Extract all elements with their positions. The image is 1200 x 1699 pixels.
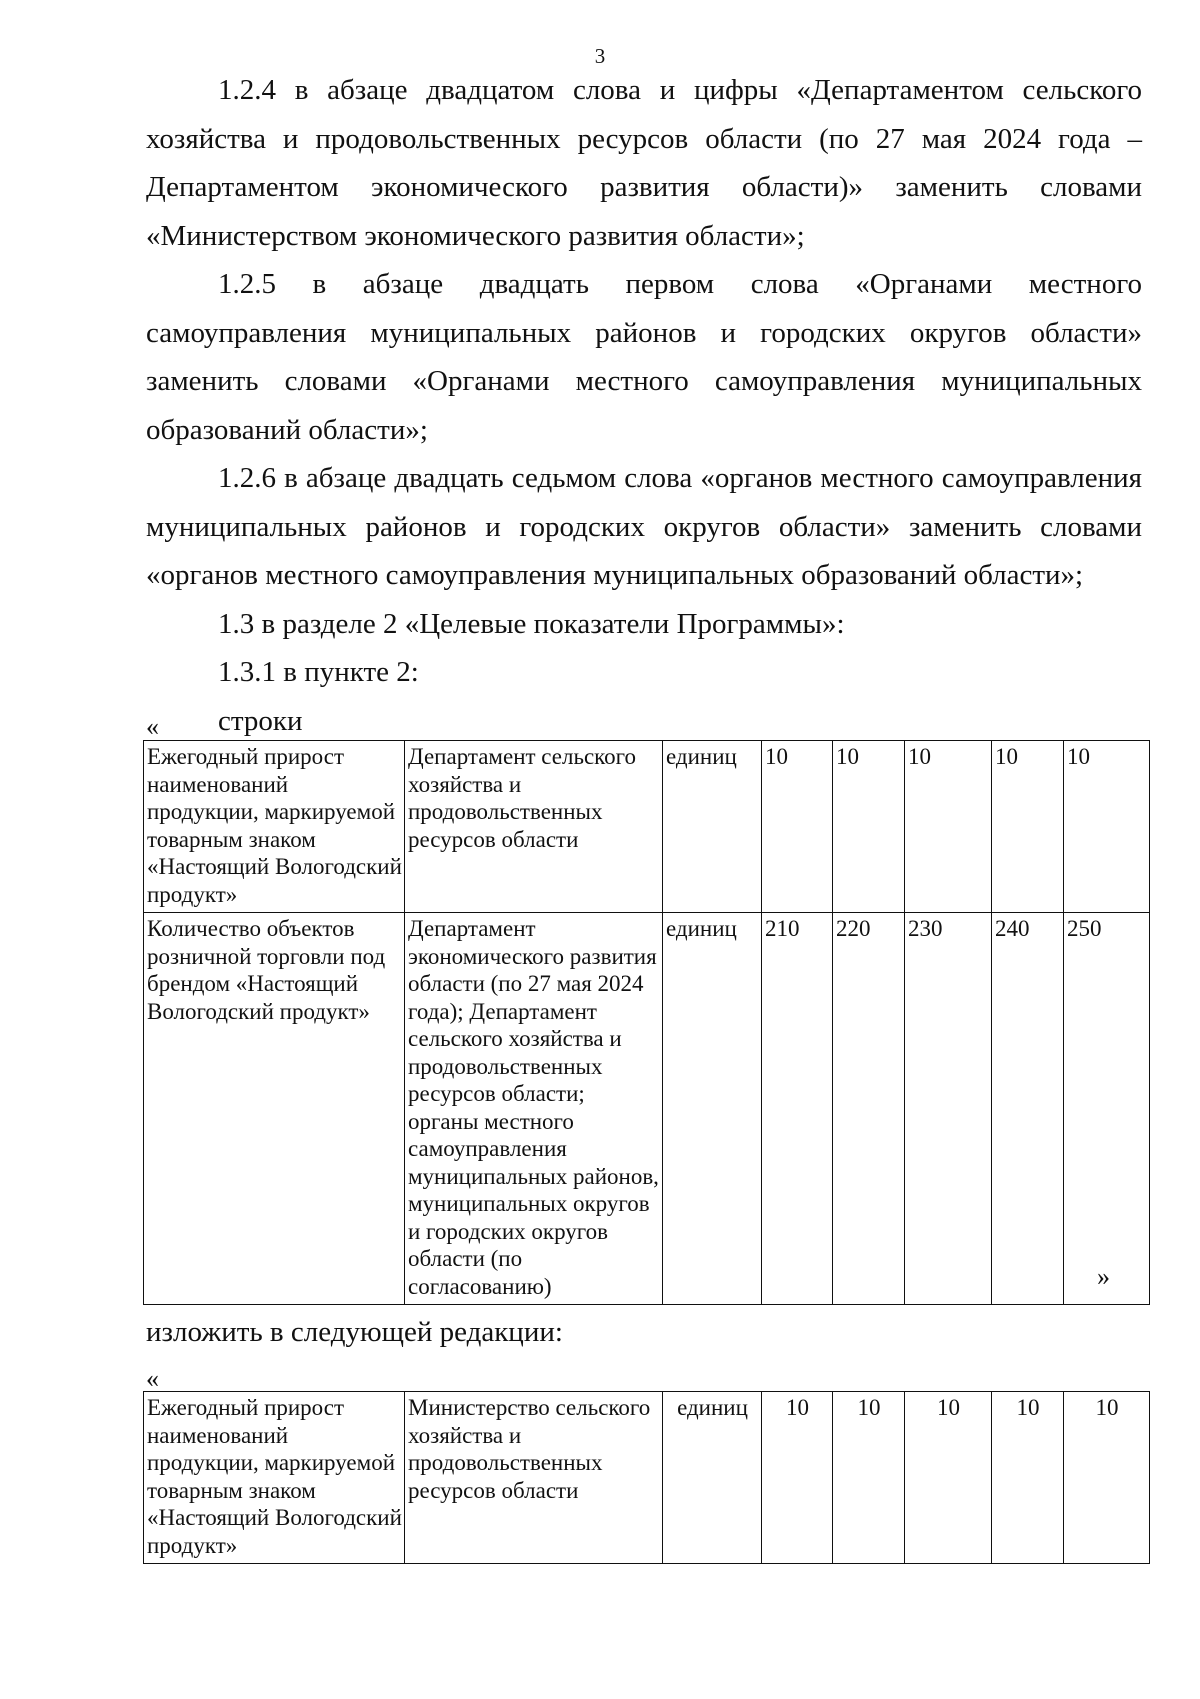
table-row <box>144 1392 1150 1564</box>
indicator-cell: Ежегодный прирост наименований продукции, маркируемой товарным знаком «Настоящий Вологодский продукт» <box>144 741 405 913</box>
value-cell: 220 <box>833 913 905 1305</box>
value-cell: 10 <box>762 741 833 913</box>
value-cell: 250 <box>1064 913 1150 1305</box>
unit-cell: единиц <box>663 1392 762 1564</box>
table-row <box>144 913 1150 1305</box>
responsible-cell: Департамент экономического развития области (по 27 мая 2024 года); Департамент сельского хозяйства и продовольственных ресурсов области; органы местного самоуправления муниципальных районов, муниципальных округов и городских округов области (по согласованию) <box>405 913 663 1305</box>
paragraph-1-3: 1.3 в разделе 2 «Целевые показатели Программы»: <box>218 607 845 640</box>
indicator-cell: Количество объектов розничной торговли под брендом «Настоящий Вологодский продукт» <box>144 913 405 1305</box>
page-number: 3 <box>594 44 606 68</box>
value-cell: 10 <box>762 1392 833 1564</box>
unit-cell: единиц <box>663 741 762 913</box>
value-cell: 10 <box>905 1392 992 1564</box>
value-cell: 10 <box>1064 741 1150 913</box>
unit-cell: единиц <box>663 913 762 1305</box>
responsible-cell: Министерство сельского хозяйства и продовольственных ресурсов области <box>405 1392 663 1564</box>
value-cell: 240 <box>992 913 1064 1305</box>
value-cell: 10 <box>905 741 992 913</box>
paragraph-1-2-5: 1.2.5 в абзаце двадцать первом слова «Органами местного самоуправления муниципальных районов и городских округов области» заменить словами «Органами местного самоуправления муниципальных образований области»; <box>146 268 1142 446</box>
value-cell: 210 <box>762 913 833 1305</box>
value-cell: 10 <box>833 741 905 913</box>
quote-open-old: « <box>146 712 159 741</box>
paragraph-1-2-6: 1.2.6 в абзаце двадцать седьмом слова «органов местного самоуправления муниципальных районов и городских округов области» заменить словами «органов местного самоуправления муниципальных образований области»; <box>146 462 1142 591</box>
paragraph-1-3-1: 1.3.1 в пункте 2: <box>218 656 419 688</box>
table-row <box>144 741 1150 913</box>
quote-close-old: » <box>1097 1262 1110 1291</box>
replace-label: изложить в следующей редакции: <box>146 1316 563 1348</box>
document-body <box>146 66 1142 745</box>
quote-open-new: « <box>146 1364 159 1393</box>
responsible-cell: Департамент сельского хозяйства и продовольственных ресурсов области <box>405 741 663 913</box>
table-new <box>143 1391 1150 1564</box>
indicator-cell: Ежегодный прирост наименований продукции, маркируемой товарным знаком «Настоящий Вологодский продукт» <box>144 1392 405 1564</box>
value-cell: 10 <box>1064 1392 1150 1564</box>
value-cell: 10 <box>833 1392 905 1564</box>
paragraph-1-2-4: 1.2.4 в абзаце двадцатом слова и цифры «Департаментом сельского хозяйства и продовольственных ресурсов области (по 27 мая 2024 года – Департаментом экономического развития области)» заменить словами «Министерством экономического развития области»; <box>146 74 1142 252</box>
value-cell: 10 <box>992 741 1064 913</box>
table-old <box>143 740 1150 1305</box>
value-cell: 230 <box>905 913 992 1305</box>
paragraph-rows: строки <box>218 704 303 737</box>
value-cell: 10 <box>992 1392 1064 1564</box>
